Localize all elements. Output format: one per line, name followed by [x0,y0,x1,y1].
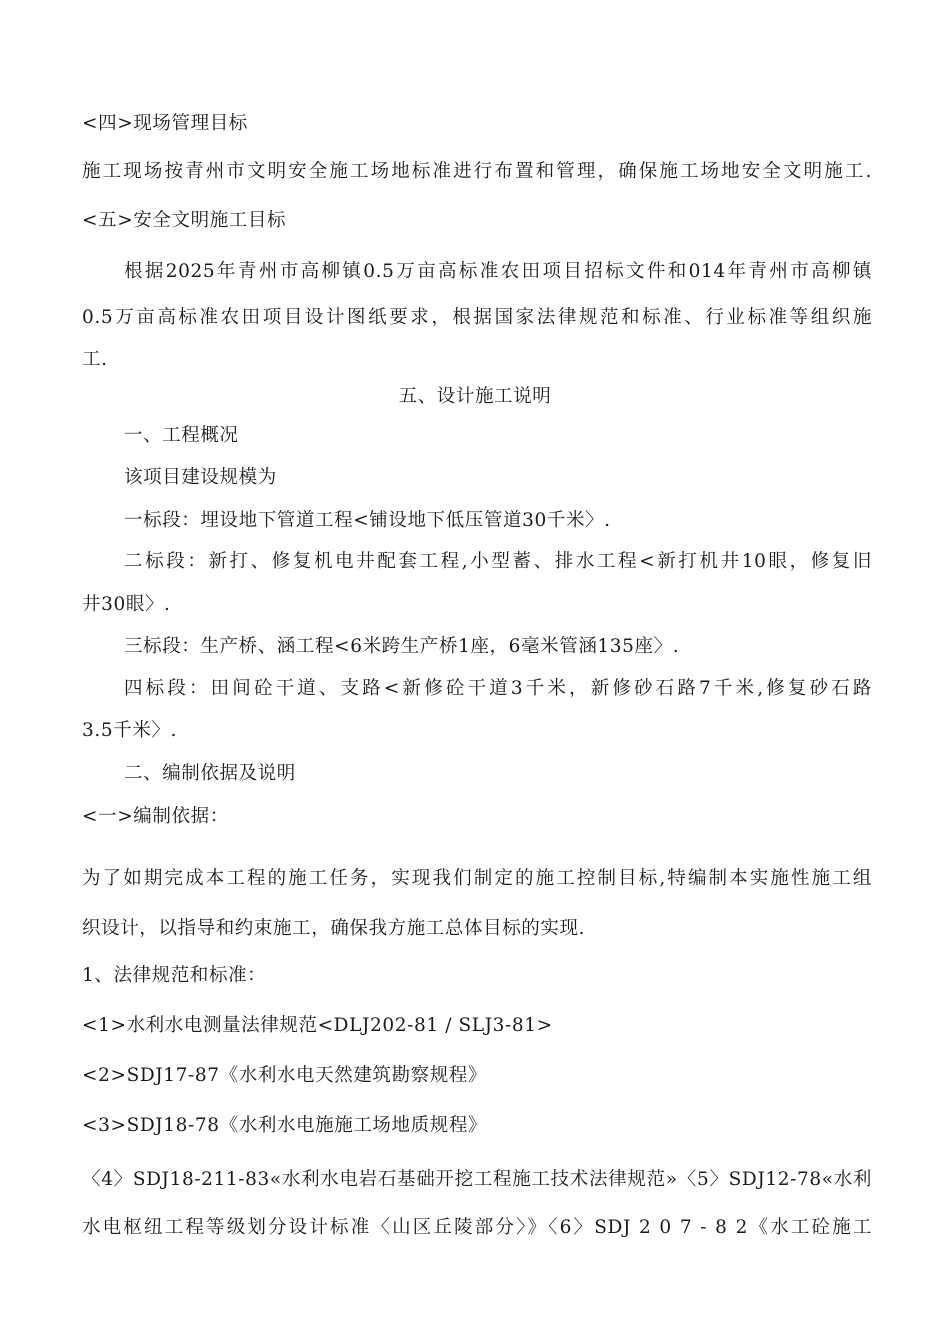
section-heading: <四>现场管理目标 [82,113,248,134]
paragraph-line: 该项目建设规模为 [124,467,277,488]
paragraph-line: 施工现场按青州市文明安全施工场地标准进行布置和管理，确保施工场地安全文明施工. [82,161,872,182]
paragraph-line: 工. [82,349,108,370]
paragraph-line: 三标段：生产桥、涵工程<6米跨生产桥1座，6毫米管涵135座〉. [124,636,680,657]
paragraph-line: 二标段：新打、修复机电井配套工程,小型蓄、排水工程<新打机井10眼，修复旧 [124,551,872,572]
paragraph-line: 0.5万亩高标准农田项目设计图纸要求，根据国家法律规范和标准、行业标准等组织施 [82,307,872,328]
paragraph-line: 四标段：田间砼干道、支路<新修砼干道3千米，新修砂石路7千米,修复砂石路 [124,678,872,699]
reference-item: <2>SDJ17-87《水利水电天然建筑勘察规程》 [82,1065,488,1086]
reference-item: 水电枢纽工程等级划分设计标准〈山区丘陵部分〉》〈6〉SDJ 2 0 7 - 8 2《水工砼施工 [82,1217,872,1238]
section-heading: 一、工程概况 [124,425,239,446]
paragraph-line: 根据2025年青州市高柳镇0.5万亩高标准农田项目招标文件和014年青州市高柳镇 [124,261,872,282]
paragraph-line: 织设计，以指导和约束施工，确保我方施工总体目标的实现. [82,918,586,939]
section-heading: 1、法律规范和标准： [82,965,267,986]
paragraph-line: 3.5千米〉. [82,720,178,741]
section-heading: <一>编制依据： [82,806,229,827]
chapter-title: 五、设计施工说明 [398,386,552,407]
reference-item: 〈4〉SDJ18-211-83«水利水电岩石基础开挖工程施工技术法律规范»〈5〉SDJ12-78«水利 [82,1169,872,1190]
paragraph-line: 一标段：埋设地下管道工程<铺设地下低压管道30千米〉. [124,510,611,531]
paragraph-line: 为了如期完成本工程的施工任务，实现我们制定的施工控制目标,特编制本实施性施工组 [82,868,872,889]
section-heading: 二、编制依据及说明 [124,763,296,784]
reference-item: <3>SDJ18-78《水利水电施施工场地质规程》 [82,1115,488,1136]
reference-item: <1>水利水电测量法律规范<DLJ202-81 / SLJ3-81> [82,1015,553,1036]
section-heading: <五>安全文明施工目标 [82,210,287,231]
paragraph-line: 井30眼〉. [82,594,171,615]
